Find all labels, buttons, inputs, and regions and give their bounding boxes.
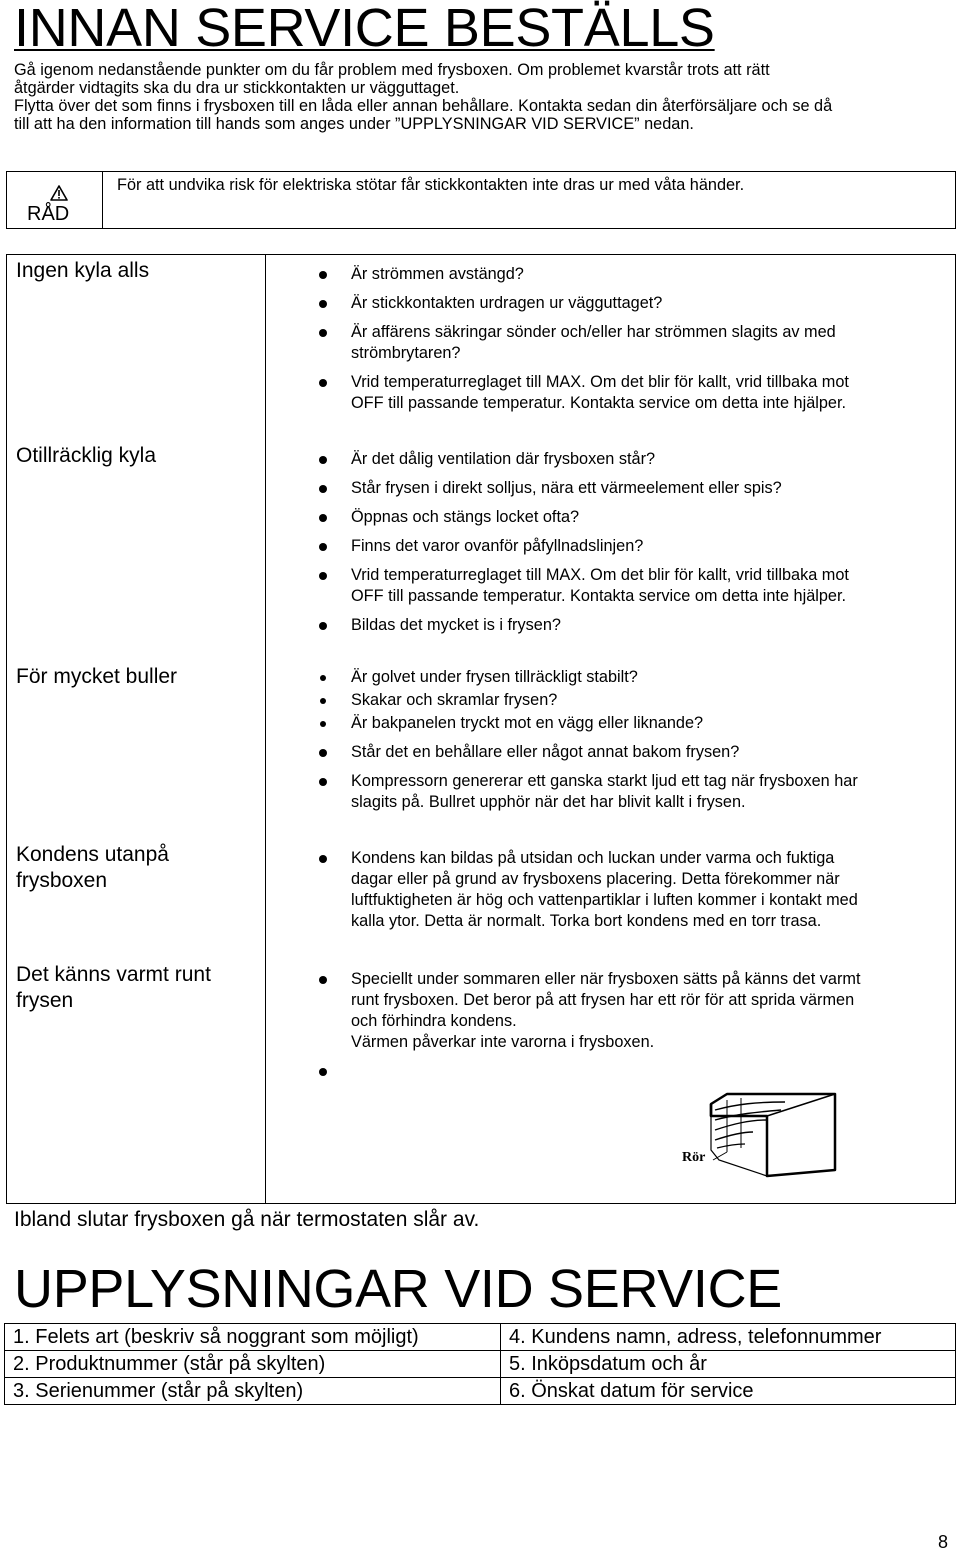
- warning-triangle-icon: [50, 185, 68, 201]
- list-item: Står frysen i direkt solljus, nära ett värmeelement eller spis?: [297, 478, 937, 499]
- bullet-dot: [319, 543, 327, 551]
- checklist-no-cooling: [297, 264, 937, 414]
- bullet-dot: [319, 329, 327, 337]
- intro-line: åtgärder vidtagits ska du dra ur stickkontakten ur vägguttaget.: [14, 79, 460, 97]
- checklist-too-much-noise: [297, 667, 937, 813]
- page-title: INNAN SERVICE BESTÄLLS: [14, 0, 715, 58]
- bullet-dot: [319, 749, 327, 757]
- table-row: [5, 1351, 956, 1378]
- list-item: Finns det varor ovanför påfyllnadslinjen?: [297, 536, 937, 557]
- troubleshooting-table: [6, 254, 956, 1204]
- pipe-label: Rör: [682, 1150, 706, 1165]
- table-cell: 6. Önskat datum för service: [501, 1378, 956, 1405]
- checklist-warm-around-freezer: [297, 969, 937, 1082]
- warning-label-cell: [7, 172, 103, 228]
- table-cell: 5. Inköpsdatum och år: [501, 1351, 956, 1378]
- service-info-table: [4, 1323, 956, 1405]
- list-item: Står det en behållare eller något annat bakom frysen?: [297, 742, 937, 763]
- bullet-dot: [319, 271, 327, 279]
- column-divider: [265, 255, 266, 1203]
- bullet-dot: [319, 485, 327, 493]
- bullet-dot: [319, 456, 327, 464]
- list-item: Kondens kan bildas på utsidan och luckan under varma och fuktiga dagar eller på grund av frysboxens placering. Detta förekommer när luftfuktigheten är hög och vattenpartiklar i luften kommer i kontakt med kalla ytor. Detta är normalt. Torka bort kondens med en torr trasa.: [297, 848, 937, 932]
- problem-label: Det känns varmt runt: [16, 963, 211, 986]
- list-item: Är bakpanelen tryckt mot en vägg eller liknande?: [297, 713, 937, 734]
- service-info-title: UPPLYSNINGAR VID SERVICE: [14, 1259, 783, 1319]
- list-item: Speciellt under sommaren eller när frysboxen sätts på känns det varmt runt frysboxen. Det beror på att frysen har ett rör för att sprida värmen och förhindra kondens. Värmen påverkar inte varorna i frysboxen.: [297, 969, 937, 1053]
- intro-line: till att ha den information till hands som anges under ”UPPLYSNINGAR VID SERVICE” nedan.: [14, 115, 694, 133]
- checklist-condensation: [297, 848, 937, 932]
- table-row: [5, 1378, 956, 1405]
- bullet-dot: [319, 976, 327, 984]
- list-item: Kompressorn genererar ett ganska starkt ljud ett tag när frysboxen har slagits på. Bullret upphör när det har blivit kallt i frysen.: [297, 771, 937, 813]
- bullet-dot: [319, 379, 327, 387]
- problem-label: Otillräcklig kyla: [16, 444, 157, 467]
- warning-box: [6, 171, 956, 229]
- list-item: Är golvet under frysen tillräckligt stabilt?: [297, 667, 937, 688]
- bullet-dot: [320, 721, 326, 727]
- bullet-dot: [320, 675, 326, 681]
- problem-label: frysen: [16, 989, 74, 1012]
- problem-label: För mycket buller: [16, 665, 178, 688]
- problem-insufficient-cooling: [16, 443, 156, 469]
- intro-line: Gå igenom nedanstående punkter om du får problem med frysboxen. Om problemet kvarstår trots att rätt: [14, 61, 770, 79]
- page-number: 8: [938, 1532, 949, 1552]
- table-row: [5, 1324, 956, 1351]
- list-item: Bildas det mycket is i frysen?: [297, 615, 937, 636]
- footnote: Ibland slutar frysboxen gå när termostaten slår av.: [14, 1208, 480, 1231]
- list-item: Vrid temperaturreglaget till MAX. Om det blir för kallt, vrid tillbaka mot OFF till passande temperatur. Kontakta service om detta inte hjälper.: [297, 565, 937, 607]
- table-cell: 3. Serienummer (står på skylten): [5, 1378, 501, 1405]
- list-item: Är strömmen avstängd?: [297, 264, 937, 285]
- freezer-pipe-illustration: [697, 1090, 847, 1180]
- intro-line: Flytta över det som finns i frysboxen till en låda eller annan behållare. Kontakta sedan din återförsäljare och se då: [14, 97, 833, 115]
- bullet-dot: [319, 1068, 327, 1076]
- problem-warm-around-freezer: [16, 962, 211, 1014]
- list-item: Är stickkontakten urdragen ur vägguttaget?: [297, 293, 937, 314]
- intro-text: [14, 61, 954, 133]
- table-cell: 1. Felets art (beskriv så noggrant som möjligt): [5, 1324, 501, 1351]
- bullet-dot: [319, 622, 327, 630]
- warning-label: RÅD: [27, 203, 70, 225]
- list-item: [297, 1061, 937, 1082]
- problem-condensation: [16, 842, 169, 894]
- problem-label: Kondens utanpå: [16, 843, 169, 866]
- problem-label: frysboxen: [16, 869, 108, 892]
- list-item: Är det dålig ventilation där frysboxen står?: [297, 449, 937, 470]
- list-item: Är affärens säkringar sönder och/eller har strömmen slagits av med strömbrytaren?: [297, 322, 937, 364]
- list-item: Skakar och skramlar frysen?: [297, 690, 937, 711]
- bullet-dot: [319, 855, 327, 863]
- table-cell: 2. Produktnummer (står på skylten): [5, 1351, 501, 1378]
- warning-text: För att undvika risk för elektriska stötar får stickkontakten inte dras ur med våta händer.: [117, 176, 745, 194]
- list-item: Vrid temperaturreglaget till MAX. Om det blir för kallt, vrid tillbaka mot OFF till passande temperatur. Kontakta service om detta inte hjälper.: [297, 372, 937, 414]
- bullet-dot: [320, 698, 326, 704]
- problem-too-much-noise: [16, 664, 177, 690]
- bullet-dot: [319, 514, 327, 522]
- problem-no-cooling: [16, 258, 149, 284]
- bullet-dot: [319, 778, 327, 786]
- bullet-dot: [319, 572, 327, 580]
- list-item: Öppnas och stängs locket ofta?: [297, 507, 937, 528]
- checklist-insufficient-cooling: [297, 449, 937, 636]
- problem-label: Ingen kyla alls: [16, 259, 150, 282]
- table-cell: 4. Kundens namn, adress, telefonnummer: [501, 1324, 956, 1351]
- bullet-dot: [319, 300, 327, 308]
